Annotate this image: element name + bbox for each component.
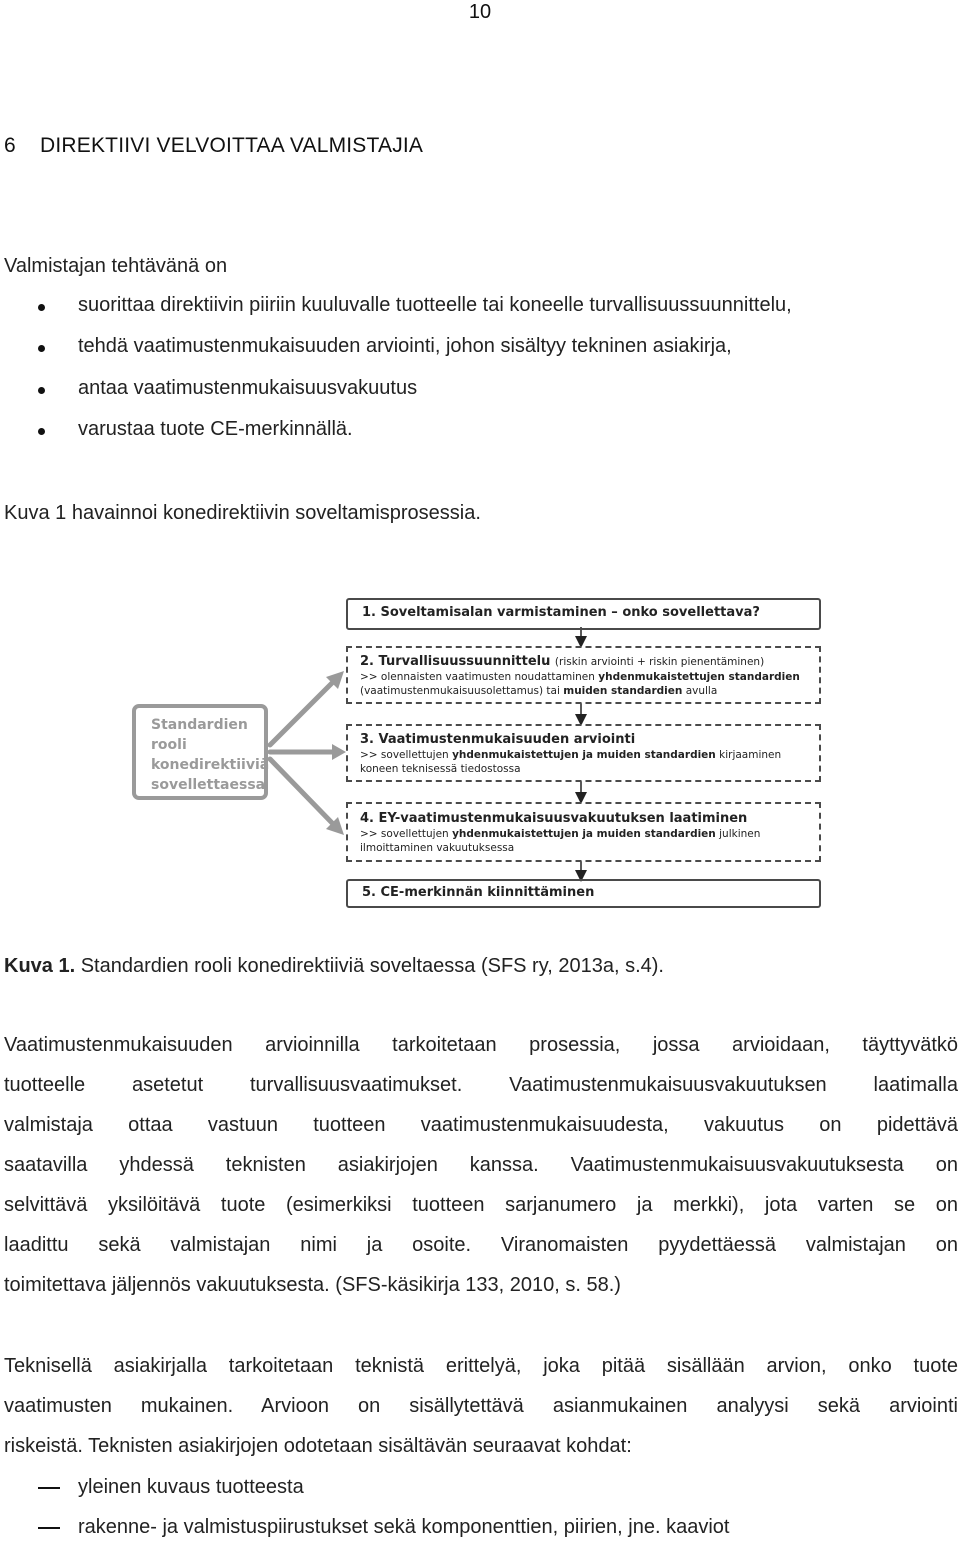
step-4-box <box>346 802 821 862</box>
bullet-dot-icon <box>38 304 45 311</box>
bullet-item <box>0 294 960 324</box>
paragraph-line: Teknisellä asiakirjalla tarkoitetaan teknistä erittelyä, joka pitää sisällään arvion, onko tuote <box>4 1355 958 1377</box>
bullet-dot-icon <box>38 345 45 352</box>
dash-marker-icon <box>38 1487 60 1489</box>
step-2-box <box>346 646 821 704</box>
dash-item <box>0 1476 960 1506</box>
step-5-box <box>346 879 821 908</box>
bullet-item <box>0 418 960 448</box>
bullet-text: antaa vaatimustenmukaisuusvakuutus <box>78 377 418 399</box>
role-line: konedirektiiviä <box>151 757 270 773</box>
paragraph-line: toimitettava jäljennös vakuutuksesta. (SFS-käsikirja 133, 2010, s. 58.) <box>4 1274 621 1296</box>
section-title: DIREKTIIVI VELVOITTAA VALMISTAJIA <box>40 134 424 157</box>
paragraph-line: selvittävä yksilöitävä tuote (esimerkiksi tuotteen sarjanumero ja merkki), jota varten se on <box>4 1194 958 1216</box>
step-2-title: 2. Turvallisuussuunnittelu (riskin arviointi + riskin pienentäminen) <box>360 654 765 669</box>
bullet-text: tehdä vaatimustenmukaisuuden arviointi, johon sisältyy tekninen asiakirja, <box>78 335 732 357</box>
role-line: rooli <box>151 737 187 753</box>
step-1-title: 1. Soveltamisalan varmistaminen – onko sovellettava? <box>362 605 760 620</box>
step-3-line: koneen teknisessä tiedostossa <box>360 763 521 775</box>
dash-marker-icon <box>38 1527 60 1529</box>
paragraph-line: Vaatimustenmukaisuuden arvioinnilla tarkoitetaan prosessia, jossa arvioidaan, täyttyvätkö <box>4 1034 958 1056</box>
step-4-title: 4. EY-vaatimustenmukaisuusvakuutuksen laatiminen <box>360 811 748 826</box>
bullet-text: suorittaa direktiivin piiriin kuuluvalle tuotteelle tai koneelle turvallisuussuunnittelu, <box>78 294 792 316</box>
dash-item-text: yleinen kuvaus tuotteesta <box>78 1476 304 1498</box>
step-2-line: >> olennaisten vaatimusten noudattaminen yhdenmukaistettujen standardien <box>360 671 800 683</box>
caption-text: Standardien rooli konedirektiiviä soveltaessa (SFS ry, 2013a, s.4). <box>80 955 664 977</box>
step-3-box <box>346 724 821 782</box>
dash-item-text: rakenne- ja valmistuspiirustukset sekä komponenttien, piirien, jne. kaaviot <box>78 1516 730 1538</box>
bullet-dot-icon <box>38 428 45 435</box>
paragraph-line: laadittu sekä valmistajan nimi ja osoite. Viranomaisten pyydettäessä valmistajan on <box>4 1234 958 1256</box>
caption-label: Kuva 1. <box>4 955 76 977</box>
bullet-item <box>0 335 960 365</box>
process-figure <box>130 595 826 910</box>
step-4-line: ilmoittaminen vakuutuksessa <box>360 842 515 854</box>
role-line: Standardien <box>151 717 248 733</box>
paragraph-line: tuotteelle asetetut turvallisuusvaatimukset. Vaatimustenmukaisuusvakuutuksen laatimalla <box>4 1074 958 1096</box>
bullet-item <box>0 377 960 407</box>
standards-role-box <box>132 704 268 800</box>
step-1-box <box>346 598 821 630</box>
role-arrows <box>270 679 336 827</box>
role-line: sovellettaessa <box>151 777 266 793</box>
page-number: 10 <box>468 1 492 23</box>
paragraph-line: riskeistä. Teknisten asiakirjojen odotetaan sisältävän seuraavat kohdat: <box>4 1435 632 1457</box>
bullet-dot-icon <box>38 387 45 394</box>
paragraph-line: valmistaja ottaa vastuun tuotteen vaatimustenmukaisuudesta, vakuutus on pidettävä <box>4 1114 958 1136</box>
step-3-title: 3. Vaatimustenmukaisuuden arviointi <box>360 732 636 747</box>
section-heading <box>4 133 423 159</box>
paragraph-line: vaatimusten mukainen. Arvioon on sisällytettävä asianmukainen analyysi sekä arviointi <box>4 1395 958 1417</box>
step-5-title: 5. CE-merkinnän kiinnittäminen <box>362 885 595 900</box>
paragraph-line: saatavilla yhdessä teknisten asiakirjojen kanssa. Vaatimustenmukaisuusvakuutuksesta on <box>4 1154 958 1176</box>
step-4-line: >> sovellettujen yhdenmukaistettujen ja muiden standardien julkinen <box>360 828 761 840</box>
figure-caption <box>4 955 664 978</box>
step-3-line: >> sovellettujen yhdenmukaistettujen ja muiden standardien kirjaaminen <box>360 749 782 761</box>
section-number: 6 <box>4 134 16 157</box>
figure-reference: Kuva 1 havainnoi konedirektiivin soveltamisprosessia. <box>4 502 481 524</box>
intro-text: Valmistajan tehtävänä on <box>4 255 228 277</box>
step-2-line: (vaatimustenmukaisuusolettamus) tai muiden standardien avulla <box>360 685 718 697</box>
dash-item <box>0 1516 960 1546</box>
bullet-text: varustaa tuote CE-merkinnällä. <box>78 418 353 440</box>
